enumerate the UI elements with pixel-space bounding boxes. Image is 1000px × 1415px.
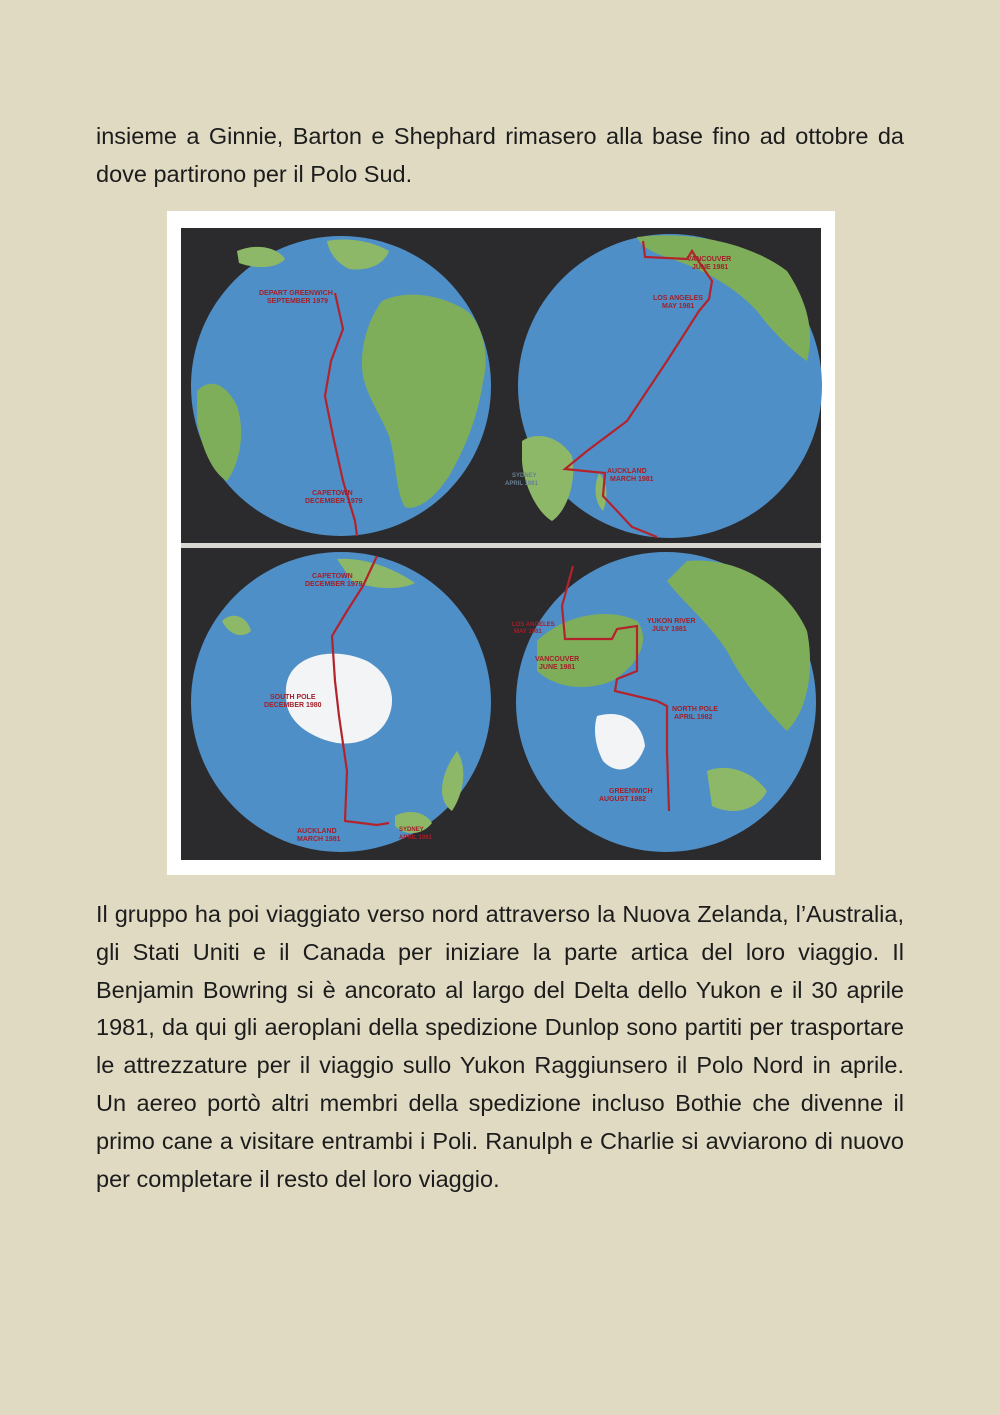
label-vancouver-1-n: VANCOUVER	[535, 656, 580, 663]
label-south-pole-2: DECEMBER 1980	[264, 702, 322, 709]
label-auckland-1-s: AUCKLAND	[297, 828, 337, 835]
expedition-route-map-figure	[167, 211, 835, 875]
label-auckland-2: MARCH 1981	[610, 476, 654, 483]
globe-atlantic-africa	[191, 236, 491, 536]
label-auckland-2-s: MARCH 1981	[297, 836, 341, 843]
label-sydney-2: APRIL 1981	[505, 481, 538, 487]
label-auckland-1: AUCKLAND	[607, 468, 647, 475]
label-north-pole-2: APRIL 1982	[674, 714, 713, 721]
label-vancouver-2-n: JUNE 1981	[539, 664, 576, 671]
globe-antarctica	[191, 552, 491, 852]
label-capetown-2-s: DECEMBER 1979	[305, 581, 363, 588]
label-north-pole-1: NORTH POLE	[672, 706, 718, 713]
label-sydney-1: SYDNEY	[512, 473, 537, 479]
label-capetown-2: DECEMBER 1979	[305, 498, 363, 505]
paragraph-top: insieme a Ginnie, Barton e Shephard rimasero alla base fino ad ottobre da dove partirono per il Polo Sud.	[96, 123, 904, 187]
label-greenwich-2: AUGUST 1982	[599, 796, 647, 803]
label-depart-greenwich-2: SEPTEMBER 1979	[267, 298, 329, 305]
label-los-angeles-1-n: LOS ANGELES	[512, 622, 555, 628]
label-south-pole-1: SOUTH POLE	[270, 694, 316, 701]
label-capetown-1-s: CAPETOWN	[312, 573, 353, 580]
label-capetown-1: CAPETOWN	[312, 490, 353, 497]
label-yukon-river-1: YUKON RIVER	[647, 618, 696, 625]
label-los-angeles-2: MAY 1981	[662, 303, 695, 310]
label-los-angeles-1: LOS ANGELES	[653, 295, 703, 302]
label-vancouver-2: JUNE 1981	[692, 264, 729, 271]
label-depart-greenwich-1: DEPART GREENWICH	[259, 290, 333, 297]
label-sydney-2-s: APRIL 1981	[399, 835, 432, 841]
label-los-angeles-2-n: MAY 1981	[514, 629, 542, 635]
label-yukon-river-2: JULY 1981	[652, 626, 687, 633]
paragraph-bottom: Il gruppo ha poi viaggiato verso nord attraverso la Nuova Zelanda, l’Australia, gli Stati Uniti e il Canada per iniziare la parte artica del loro viaggio. Il Benjamin Bowring si è ancorato al largo del Delta dello Yukon e il 30 aprile 1981, da qui gli aeroplani della spedizione Dunlop sono partiti per trasportare le attrezzature per il viaggio sullo Yukon Raggiunsero il Polo Nord in aprile. Un aereo portò altri membri della spedizione incluso Bothie che divenne il primo cane a visitare entrambi i Poli. Ranulph e Charlie si avviarono di nuovo per completare il resto del loro viaggio.	[96, 901, 904, 1192]
label-greenwich-1: GREENWICH	[609, 788, 653, 795]
label-sydney-1-s: SYDNEY	[399, 827, 424, 833]
label-vancouver-1: VANCOUVER	[687, 256, 732, 263]
